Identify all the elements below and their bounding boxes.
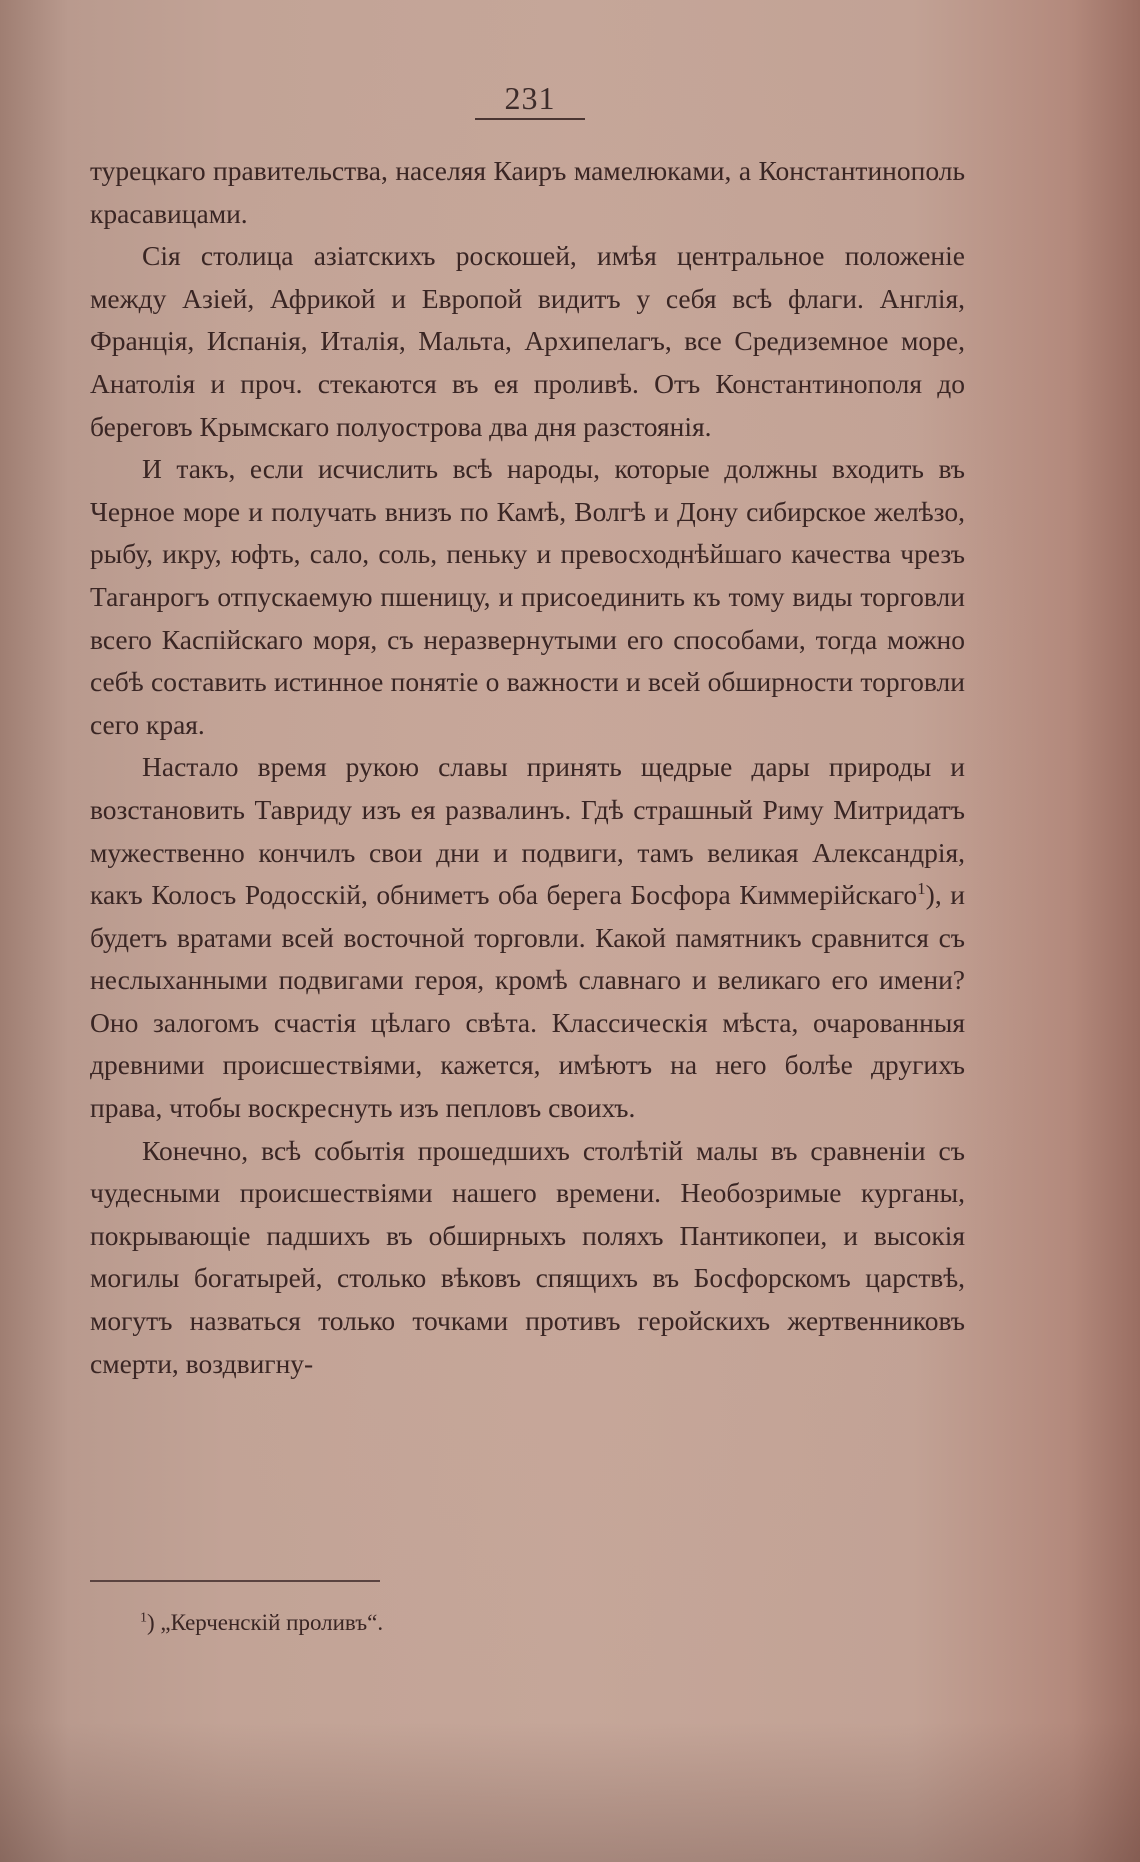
paragraph-5: Конечно, всѣ событія прошедшихъ столѣтій малы въ сравненіи съ чудесными происшествіями нашего времени. Необозримые курганы, покрывающіе падшихъ въ обширныхъ поляхъ Пантикопеи, и высокія могилы богатырей, столько вѣковъ спящихъ въ Босфорскомъ царствѣ, могутъ назваться только точками противъ геройскихъ жертвенниковъ смерти, воздвигну- — [90, 1134, 965, 1379]
paragraph-4-text-after: ), и будетъ вратами всей восточной торговли. Какой памятникъ сравнится съ неслыханными подвигами героя, кромѣ славнаго и великаго его имени? Оно залогомъ счастія цѣлаго свѣта. Классическія мѣста, очарованныя древними происшествіями, кажется, имѣютъ на него болѣе другихъ права, чтобы воскреснуть изъ пепловъ своихъ. — [90, 879, 966, 1124]
footnote-reference: 1 — [917, 878, 926, 898]
paragraph-2: Сія столица азіатскихъ роскошей, имѣя центральное положеніе между Азіей, Африкой и Европой видитъ у себя всѣ флаги. Англія, Франція, Испанія, Италія, Мальта, Архипелагъ, все Средиземное море, Анатолія и проч. стекаются въ ея проливѣ. Отъ Константинополя до береговъ Крымскаго полуострова два дня разстоянія. — [90, 240, 965, 442]
paragraph-3: И такъ, если исчислить всѣ народы, которые должны входить въ Черное море и получать внизъ по Камѣ, Волгѣ и Дону сибирское желѣзо, рыбу, икру, юфть, сало, соль, пеньку и превосходнѣйшаго качества чрезъ Таганрогъ отпускаемую пшеницу, и присоединить къ тому виды торговли всего Каспійскаго моря, съ неразвернутыми его способами, тогда можно себѣ составить истинное понятіе о важности и всей обширности торговли сего края. — [90, 453, 965, 740]
paragraph-4-text-before: Настало время рукою славы принять щедрые дары природы и возстановить Тавриду изъ ея развалинъ. Гдѣ страшный Риму Митридатъ мужественно кончилъ свои дни и подвиги, тамъ великая Александрія, какъ Колосъ Родосскій, обниметъ оба берега Босфора Киммерійскаго — [90, 751, 965, 911]
footnote — [140, 1610, 383, 1636]
footnote-rule — [90, 1580, 380, 1582]
footnote-text: ) „Керченскій проливъ“. — [147, 1610, 384, 1635]
paragraph-1: турецкаго правительства, населяя Каиръ мамелюками, а Константинополь красавицами. — [90, 155, 965, 229]
paragraph-4 — [90, 746, 965, 1129]
footnote-marker: 1 — [140, 1610, 147, 1626]
body-text — [90, 150, 965, 1385]
header-rule — [475, 118, 585, 120]
page-number: 231 — [504, 80, 556, 116]
